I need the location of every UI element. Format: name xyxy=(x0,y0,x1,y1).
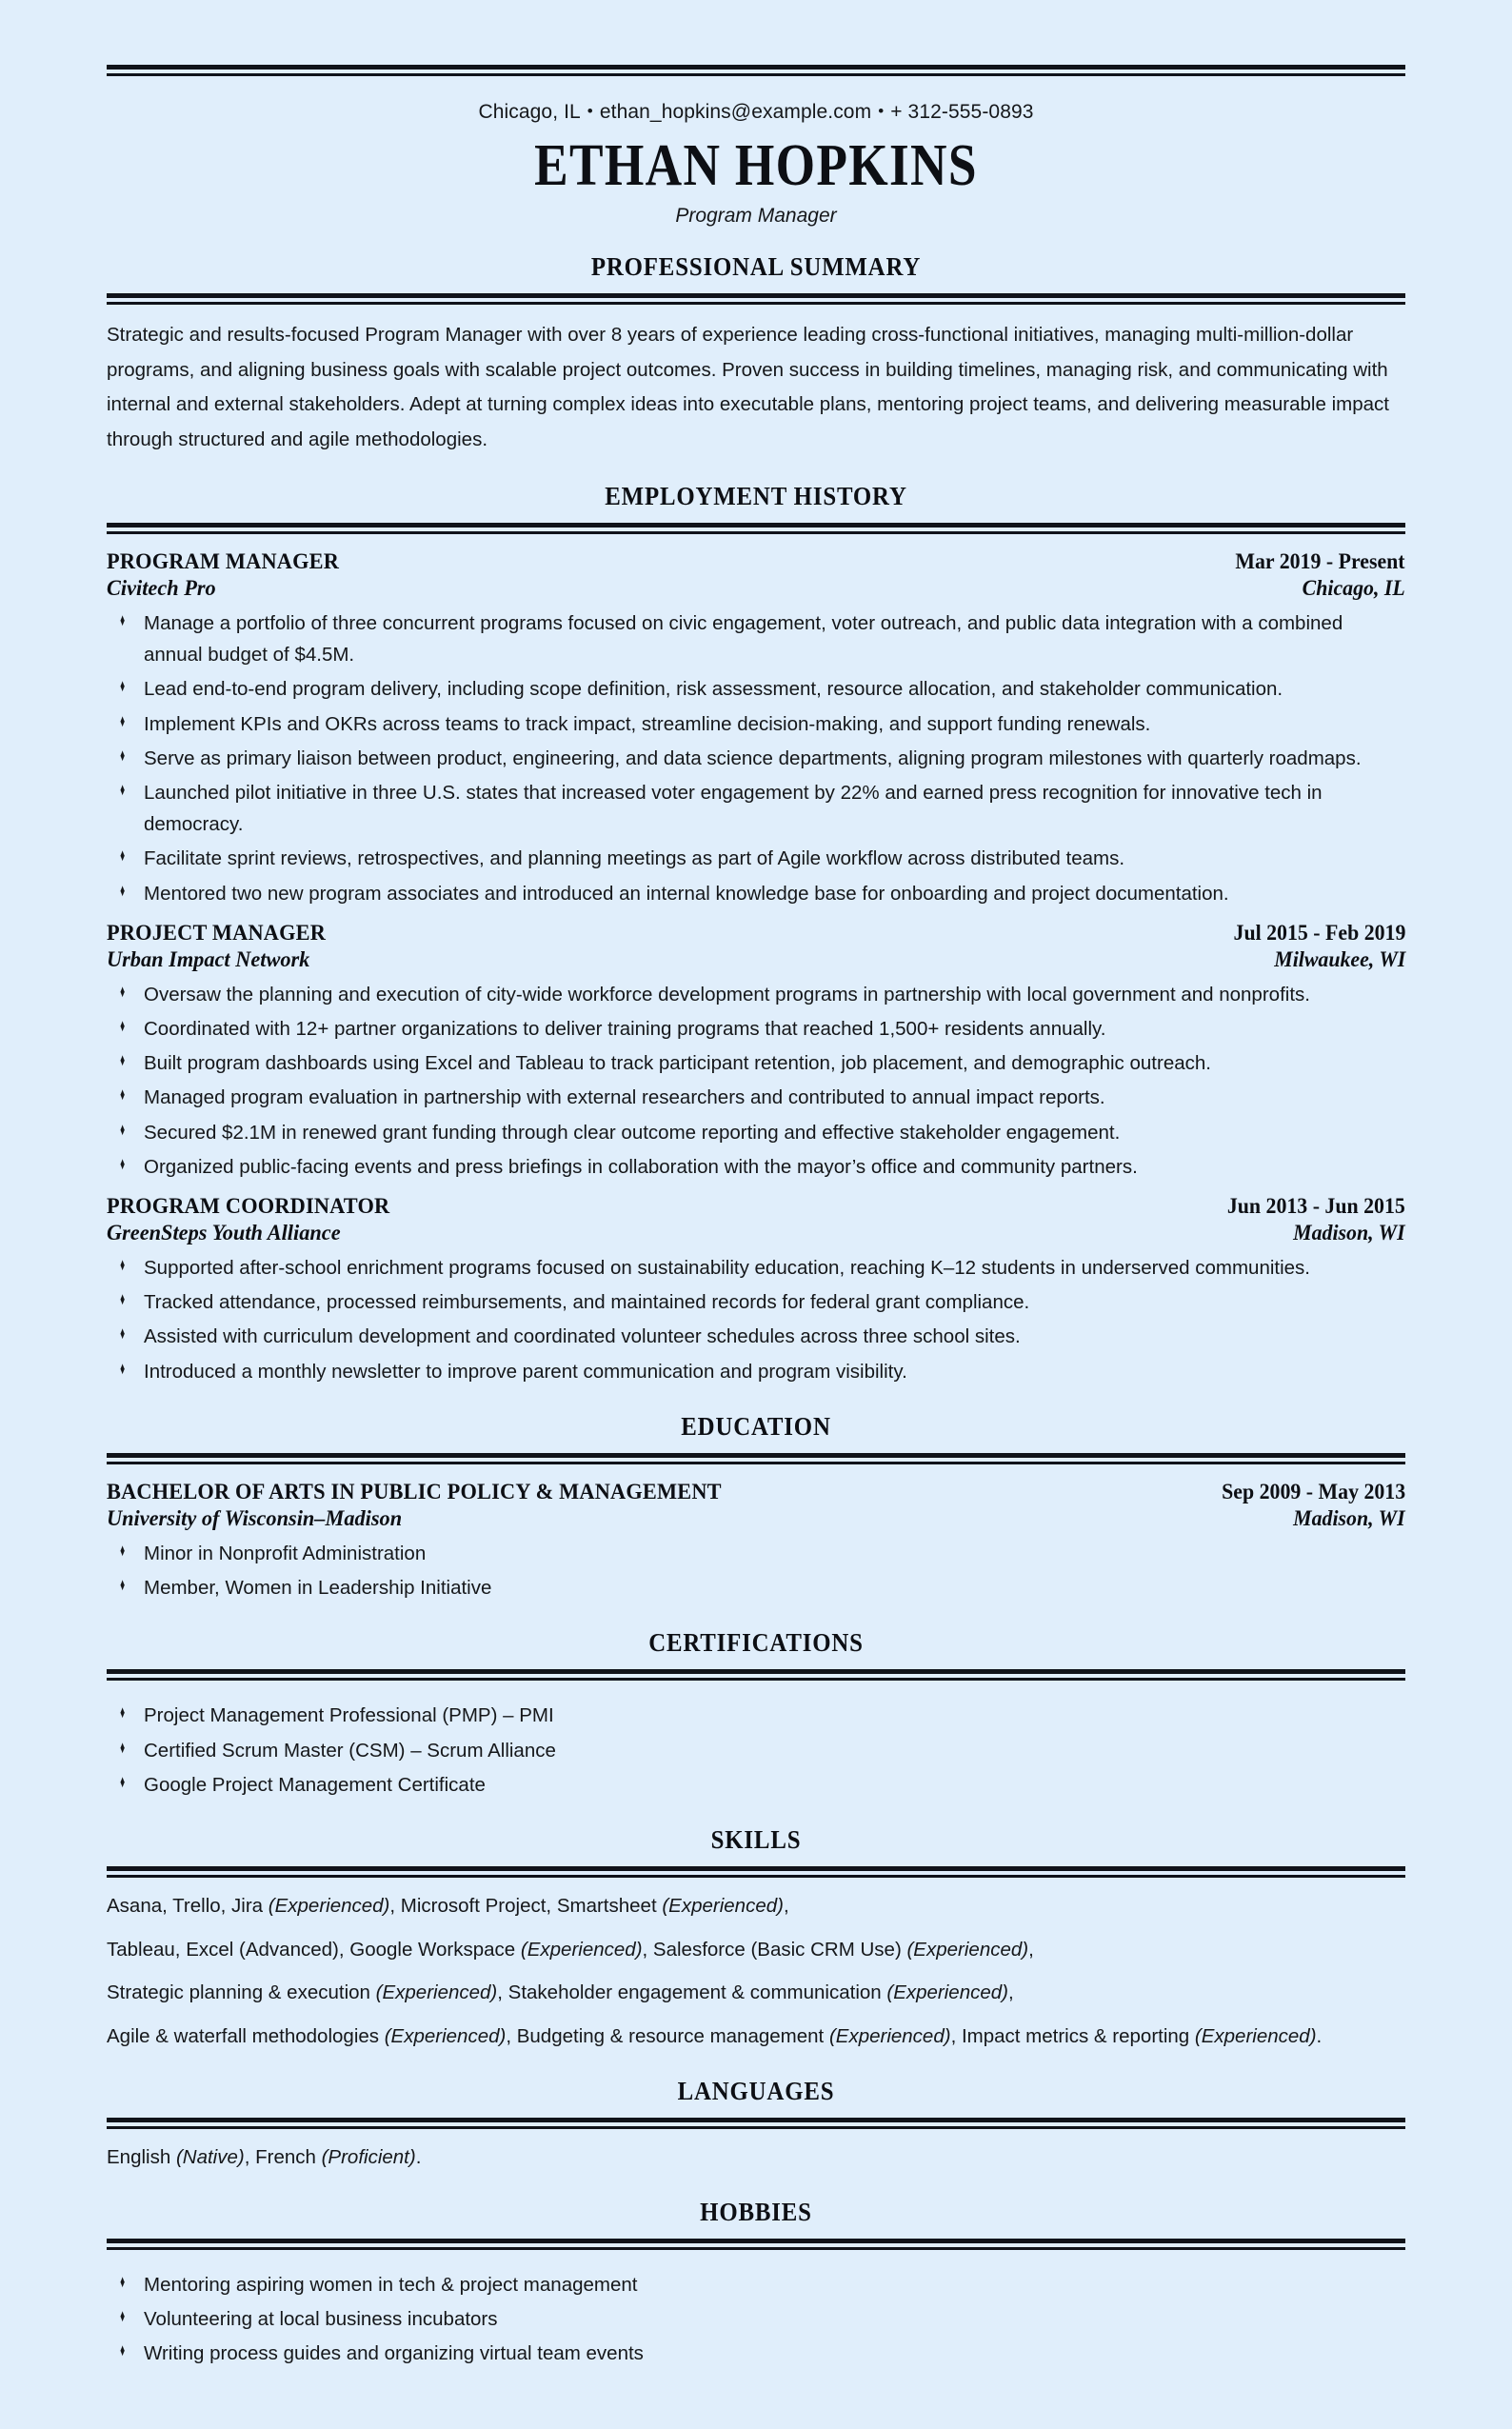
list-item-text: Certified Scrum Master (CSM) – Scrum Alliance xyxy=(144,1739,556,1762)
skill-text: , French xyxy=(244,2145,322,2168)
entry-header-row xyxy=(107,1194,1405,1220)
proficiency-label: (Experienced) xyxy=(828,2025,951,2048)
section-professional-summary xyxy=(107,252,1405,457)
summary-paragraph: Strategic and results-focused Program Manager with over 8 years of experience leading cross-functional initiatives, managing multi-million-dollar programs, and aligning business goals with scalable project outcomes. Proven success in building timelines, managing risk, and communicating with internal and external stakeholders. Adept at turning complex ideas into executable plans, mentoring project teams, and delivering measurable impact through structured and agile methodologies. xyxy=(107,324,1389,450)
section-title-hobbies: HOBBIES xyxy=(700,2197,812,2226)
hobby-list xyxy=(107,2269,1405,2370)
diamond-bullet-icon: ♦ xyxy=(120,1540,126,1560)
diamond-bullet-icon: ♦ xyxy=(120,1255,126,1275)
skill-text: , Salesforce (Basic CRM Use) xyxy=(642,1938,907,1961)
employment-company: Civitech Pro xyxy=(107,576,216,602)
languages-list xyxy=(107,2129,1405,2173)
skill-line xyxy=(107,2021,1405,2052)
employment-entry-list xyxy=(107,534,1405,1387)
list-item-text: Volunteering at local business incubators xyxy=(144,2307,498,2330)
list-item-text: Managed program evaluation in partnership with external researchers and contributed to annual impact reports. xyxy=(144,1086,1105,1109)
entry-bullet-list xyxy=(107,607,1405,909)
skill-text: , Stakeholder engagement & communication xyxy=(497,1981,887,2004)
list-item xyxy=(107,1047,1405,1079)
contact-phone[interactable]: + 312-555-0893 xyxy=(890,101,1034,123)
section-title-employment: EMPLOYMENT HISTORY xyxy=(605,482,907,511)
education-school: University of Wisconsin–Madison xyxy=(107,1505,403,1531)
proficiency-label: (Experienced) xyxy=(520,1938,643,1961)
section-rule-languages xyxy=(107,2118,1405,2129)
diamond-bullet-icon: ♦ xyxy=(120,745,126,765)
proficiency-label: (Experienced) xyxy=(1194,2025,1317,2048)
list-item xyxy=(107,1252,1405,1284)
list-item xyxy=(107,1286,1405,1318)
list-item-text: Supported after-school enrichment programs focused on sustainability education, reaching K–12 students in underserved communities. xyxy=(144,1257,1310,1280)
section-rule-summary xyxy=(107,293,1405,305)
diamond-bullet-icon: ♦ xyxy=(120,981,126,1001)
section-rule-employment xyxy=(107,523,1405,534)
diamond-bullet-icon: ♦ xyxy=(120,1119,126,1139)
employment-role: PROGRAM COORDINATOR xyxy=(107,1194,390,1220)
skill-text: , xyxy=(1028,1938,1034,1961)
employment-entry xyxy=(107,549,1405,909)
diamond-bullet-icon: ♦ xyxy=(120,610,126,630)
proficiency-label: (Experienced) xyxy=(662,1894,784,1917)
contact-separator-1: • xyxy=(587,102,593,120)
list-item-text: Lead end-to-end program delivery, including scope definition, risk assessment, resource allocation, and stakeholder communication. xyxy=(144,678,1283,701)
skill-line xyxy=(107,1935,1405,1965)
skill-text: , Microsoft Project, Smartsheet xyxy=(389,1894,663,1917)
entry-date-range: Jul 2015 - Feb 2019 xyxy=(1233,920,1405,945)
proficiency-label: (Experienced) xyxy=(268,1894,390,1917)
list-item xyxy=(107,1572,1405,1603)
list-item xyxy=(107,979,1405,1010)
diamond-bullet-icon: ♦ xyxy=(120,710,126,730)
diamond-bullet-icon: ♦ xyxy=(120,1153,126,1173)
list-item-text: Mentored two new program associates and introduced an internal knowledge base for onboarding and project documentation. xyxy=(144,882,1229,905)
education-entry xyxy=(107,1480,1405,1603)
proficiency-label: (Experienced) xyxy=(906,1938,1029,1961)
section-rule-hobbies xyxy=(107,2239,1405,2250)
skill-text: Tableau, Excel (Advanced), Google Workspace xyxy=(107,1938,521,1961)
entry-bullet-list xyxy=(107,979,1405,1183)
entry-location: Milwaukee, WI xyxy=(1273,946,1405,971)
employment-entry xyxy=(107,1194,1405,1387)
list-item xyxy=(107,878,1405,909)
list-item xyxy=(107,673,1405,705)
entry-header-row xyxy=(107,549,1405,575)
skill-text: English xyxy=(107,2145,176,2168)
diamond-bullet-icon: ♦ xyxy=(120,1324,126,1344)
employment-entry xyxy=(107,921,1405,1183)
list-item xyxy=(107,1356,1405,1387)
list-item-text: Minor in Nonprofit Administration xyxy=(144,1542,427,1564)
list-item xyxy=(107,708,1405,740)
list-item-text: Coordinated with 12+ partner organizations to deliver training programs that reached 1,500+ residents annually. xyxy=(144,1018,1106,1041)
diamond-bullet-icon: ♦ xyxy=(120,1771,126,1791)
list-item-text: Oversaw the planning and execution of city-wide workforce development programs in partnership with local government and nonprofits. xyxy=(144,983,1310,1005)
section-title-languages: LANGUAGES xyxy=(677,2076,835,2105)
contact-location: Chicago, IL xyxy=(478,101,581,123)
diamond-bullet-icon: ♦ xyxy=(120,1050,126,1070)
proficiency-label: (Experienced) xyxy=(375,1981,498,2004)
list-item-text: Secured $2.1M in renewed grant funding through clear outcome reporting and effective stakeholder engagement. xyxy=(144,1121,1121,1144)
entry-header-row xyxy=(107,921,1405,946)
header-top-rule xyxy=(107,65,1405,76)
skill-text: . xyxy=(415,2145,422,2168)
contact-email[interactable]: ethan_hopkins@example.com xyxy=(599,101,872,123)
list-item-text: Project Management Professional (PMP) – PMI xyxy=(144,1704,554,1727)
proficiency-label: (Experienced) xyxy=(886,1981,1008,2004)
skill-text: Asana, Trello, Jira xyxy=(107,1894,269,1917)
diamond-bullet-icon: ♦ xyxy=(120,1016,126,1036)
diamond-bullet-icon: ♦ xyxy=(120,2340,126,2360)
list-item-text: Launched pilot initiative in three U.S. states that increased voter engagement by 22% and earned press recognition for innovative tech in democracy. xyxy=(144,782,1323,836)
entry-location: Madison, WI xyxy=(1293,1221,1405,1245)
diamond-bullet-icon: ♦ xyxy=(120,780,126,800)
list-item xyxy=(107,1769,1405,1801)
list-item xyxy=(107,1013,1405,1045)
diamond-bullet-icon: ♦ xyxy=(120,1702,126,1722)
list-item xyxy=(107,607,1405,670)
diamond-bullet-icon: ♦ xyxy=(120,1085,126,1105)
resume-page xyxy=(0,65,1512,2429)
contact-line xyxy=(107,101,1405,124)
list-item-text: Assisted with curriculum development and coordinated volunteer schedules across three school sites. xyxy=(144,1325,1021,1348)
diamond-bullet-icon: ♦ xyxy=(120,1575,126,1595)
section-certifications xyxy=(107,1628,1405,1801)
entry-subheader-row xyxy=(107,1221,1405,1246)
diamond-bullet-icon: ♦ xyxy=(120,1358,126,1378)
list-item-text: Implement KPIs and OKRs across teams to track impact, streamline decision-making, and support funding renewals. xyxy=(144,712,1151,735)
list-item xyxy=(107,1321,1405,1352)
entry-date-range: Mar 2019 - Present xyxy=(1235,549,1405,574)
list-item-text: Serve as primary liaison between product, engineering, and data science departments, aligning program milestones with quarterly roadmaps. xyxy=(144,747,1362,769)
skill-text: Strategic planning & execution xyxy=(107,1981,376,2004)
skill-text: , xyxy=(783,1894,789,1917)
entry-subheader-row xyxy=(107,576,1405,602)
list-item xyxy=(107,1117,1405,1148)
list-item-text: Writing process guides and organizing virtual team events xyxy=(144,2342,644,2365)
skill-line xyxy=(107,1891,1405,1921)
list-item xyxy=(107,1700,1405,1731)
list-item xyxy=(107,1735,1405,1766)
list-item-text: Member, Women in Leadership Initiative xyxy=(144,1577,492,1600)
employment-company: Urban Impact Network xyxy=(107,946,310,972)
skill-line xyxy=(107,1978,1405,2008)
list-item xyxy=(107,2338,1405,2369)
section-title-skills: SKILLS xyxy=(710,1824,802,1854)
employment-role: PROJECT MANAGER xyxy=(107,920,327,946)
list-item-text: Mentoring aspiring women in tech & project management xyxy=(144,2273,638,2296)
diamond-bullet-icon: ♦ xyxy=(120,1289,126,1309)
diamond-bullet-icon: ♦ xyxy=(120,880,126,900)
contact-separator-2: • xyxy=(878,102,885,120)
list-item-text: Manage a portfolio of three concurrent programs focused on civic engagement, voter outreach, and public data integration with a combined annual budget of $4.5M. xyxy=(144,612,1343,667)
page-bottom-spacer xyxy=(107,2372,1405,2429)
proficiency-label: (Native) xyxy=(175,2145,245,2168)
section-hobbies xyxy=(107,2198,1405,2370)
section-rule-skills xyxy=(107,1866,1405,1878)
candidate-name: ETHAN HOPKINS xyxy=(534,133,978,198)
list-item xyxy=(107,2303,1405,2335)
proficiency-label: (Experienced) xyxy=(384,2025,507,2048)
list-item xyxy=(107,777,1405,840)
section-title-certifications: CERTIFICATIONS xyxy=(648,1628,864,1658)
candidate-job-title: Program Manager xyxy=(675,205,837,228)
skill-text: , Impact metrics & reporting xyxy=(950,2025,1195,2048)
education-entry-list xyxy=(107,1464,1405,1603)
entry-subheader-row xyxy=(107,947,1405,973)
entry-header-row xyxy=(107,1480,1405,1505)
skill-text: , Budgeting & resource management xyxy=(506,2025,829,2048)
section-skills xyxy=(107,1825,1405,2052)
entry-bullet-list xyxy=(107,1538,1405,1603)
list-item-text: Organized public-facing events and press briefings in collaboration with the mayor’s office and community partners. xyxy=(144,1155,1138,1178)
list-item xyxy=(107,2269,1405,2300)
diamond-bullet-icon: ♦ xyxy=(120,2305,126,2325)
skill-text: , xyxy=(1008,1981,1014,2004)
entry-date-range: Jun 2013 - Jun 2015 xyxy=(1227,1194,1405,1219)
employment-company: GreenSteps Youth Alliance xyxy=(107,1221,341,1246)
education-degree: BACHELOR OF ARTS IN PUBLIC POLICY & MANAGEMENT xyxy=(107,1479,722,1504)
list-item xyxy=(107,1538,1405,1569)
list-item xyxy=(107,1082,1405,1113)
section-rule-certifications xyxy=(107,1669,1405,1681)
list-item xyxy=(107,743,1405,774)
entry-location: Chicago, IL xyxy=(1302,576,1405,601)
section-title-education: EDUCATION xyxy=(681,1411,831,1441)
entry-subheader-row xyxy=(107,1506,1405,1532)
diamond-bullet-icon: ♦ xyxy=(120,846,126,866)
language-line xyxy=(107,2142,1405,2173)
entry-date-range: Sep 2009 - May 2013 xyxy=(1221,1479,1405,1503)
skill-text: Agile & waterfall methodologies xyxy=(107,2025,385,2048)
skills-list xyxy=(107,1878,1405,2052)
list-item xyxy=(107,1151,1405,1183)
list-item-text: Built program dashboards using Excel and Tableau to track participant retention, job placement, and demographic outreach. xyxy=(144,1052,1211,1075)
skill-text: . xyxy=(1316,2025,1323,2048)
list-item-text: Google Project Management Certificate xyxy=(144,1773,486,1796)
section-education xyxy=(107,1412,1405,1603)
section-languages xyxy=(107,2077,1405,2173)
list-item-text: Tracked attendance, processed reimbursements, and maintained records for federal grant compliance. xyxy=(144,1291,1030,1314)
diamond-bullet-icon: ♦ xyxy=(120,2271,126,2291)
diamond-bullet-icon: ♦ xyxy=(120,676,126,696)
employment-role: PROGRAM MANAGER xyxy=(107,549,340,575)
proficiency-label: (Proficient) xyxy=(321,2145,416,2168)
diamond-bullet-icon: ♦ xyxy=(120,1737,126,1757)
list-item-text: Introduced a monthly newsletter to improve parent communication and program visibility. xyxy=(144,1360,907,1383)
list-item xyxy=(107,843,1405,874)
section-rule-education xyxy=(107,1453,1405,1464)
entry-location: Madison, WI xyxy=(1293,1505,1405,1530)
section-employment-history xyxy=(107,482,1405,1387)
section-title-summary: PROFESSIONAL SUMMARY xyxy=(590,252,922,282)
entry-bullet-list xyxy=(107,1252,1405,1387)
certification-list xyxy=(107,1700,1405,1801)
list-item-text: Facilitate sprint reviews, retrospectives, and planning meetings as part of Agile workflow across distributed teams. xyxy=(144,847,1125,870)
